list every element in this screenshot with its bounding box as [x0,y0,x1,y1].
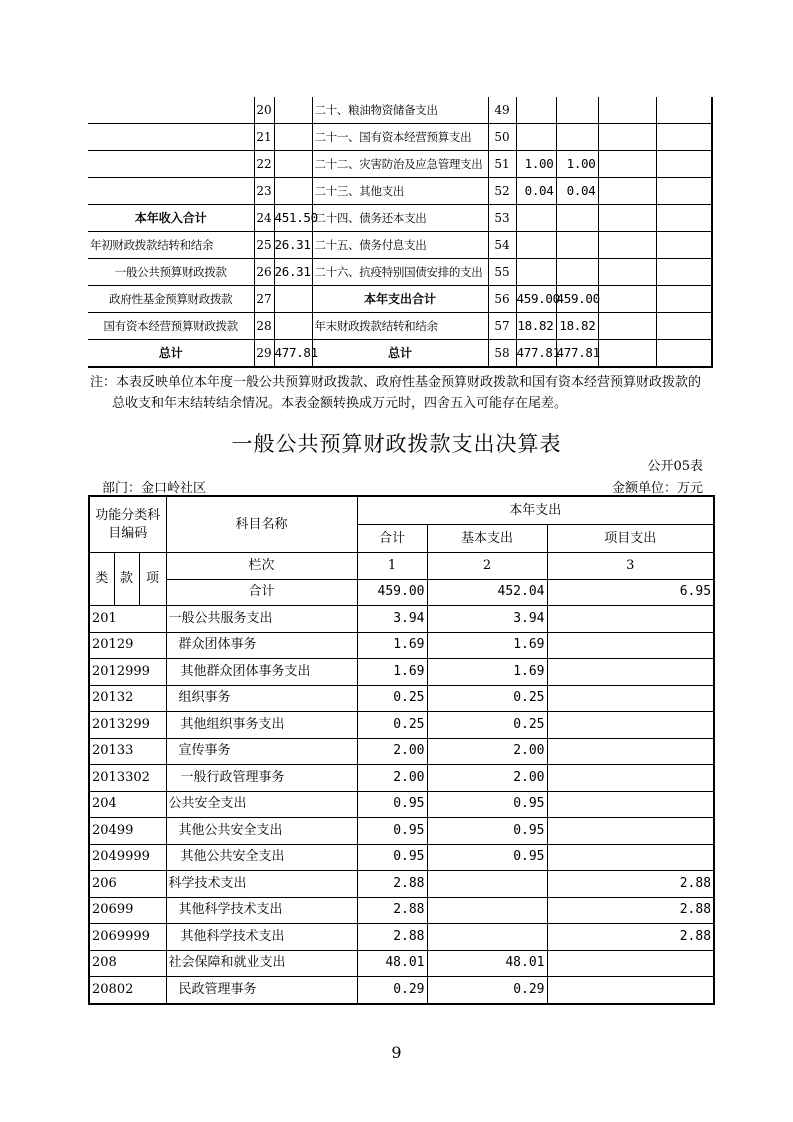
subject-name: 科学技术支出 [166,871,357,898]
basic-amount [427,924,547,951]
table-note: 注：本表反映单位本年度一般公共预算财政拨款、政府性基金预算财政拨款和国有资本经营预算财政拨款的总收支和年末结转结余情况。本表金额转换成万元时，四舍五入可能存在尾差。 [90,375,702,411]
income-amount: 451.50 [274,205,312,232]
expense-capital [656,259,712,286]
total-amount: 2.00 [357,738,427,765]
project-amount [547,977,714,1004]
table-row [89,659,714,686]
total-amount: 2.88 [357,897,427,924]
expense-total: 477.81 [516,340,556,368]
expense-label: 本年支出合计 [312,286,488,313]
table-row [88,232,712,259]
func-code: 20129 [89,632,166,659]
header-total: 合计 [357,525,427,553]
func-code: 2012999 [89,659,166,686]
income-amount [274,178,312,205]
table-row [89,950,714,977]
unit-label: 金额单位：万元 [611,481,703,496]
subject-name: 公共安全支出 [166,791,357,818]
expense-total [516,259,556,286]
expenditure-table [88,495,715,1005]
expense-fund [598,178,656,205]
total-amount: 2.00 [357,765,427,792]
table-row [88,151,712,178]
header-col2: 2 [427,553,547,580]
expense-general [556,232,598,259]
income-label: 总计 [88,340,254,368]
expense-label: 年末财政拨款结转和结余 [312,313,488,340]
expense-total: 0.04 [516,178,556,205]
total-amount: 1.69 [357,659,427,686]
income-label [88,97,254,124]
income-row-no: 28 [254,313,274,340]
expense-row-no: 52 [488,178,516,205]
func-code: 20132 [89,685,166,712]
income-label [88,151,254,178]
subject-name: 一般公共服务支出 [166,606,357,633]
project-amount [547,844,714,871]
income-row-no: 23 [254,178,274,205]
total-amount: 0.95 [357,844,427,871]
expense-general [556,205,598,232]
table-row [89,606,714,633]
subject-name: 其他公共安全支出 [166,818,357,845]
header-xiang: 项 [139,553,166,606]
expense-general [556,124,598,151]
basic-amount: 3.94 [427,606,547,633]
func-code: 2013299 [89,712,166,739]
subject-name: 其他组织事务支出 [166,712,357,739]
header-col1: 1 [357,553,427,580]
expense-total: 459.00 [516,286,556,313]
project-amount [547,632,714,659]
income-label: 本年收入合计 [88,205,254,232]
table-row [88,205,712,232]
project-amount: 2.88 [547,924,714,951]
func-code: 204 [89,791,166,818]
header-lei: 类 [89,553,114,606]
project-amount [547,685,714,712]
table-row [88,97,712,124]
total-amount: 3.94 [357,606,427,633]
income-amount [274,313,312,340]
expense-general [556,259,598,286]
expense-label: 二十二、灾害防治及应急管理支出 [312,151,488,178]
func-code: 201 [89,606,166,633]
subject-name: 其他科学技术支出 [166,897,357,924]
expense-row-no: 57 [488,313,516,340]
func-code: 2049999 [89,844,166,871]
income-row-no: 22 [254,151,274,178]
expense-label: 二十六、抗疫特别国债安排的支出 [312,259,488,286]
total-amount: 48.01 [357,950,427,977]
expense-general: 477.81 [556,340,598,368]
sum-basic: 452.04 [427,579,547,606]
expense-general: 0.04 [556,178,598,205]
expense-row-no: 54 [488,232,516,259]
table-row [89,871,714,898]
income-label: 国有资本经营预算财政拨款 [88,313,254,340]
total-amount: 2.88 [357,924,427,951]
basic-amount: 0.25 [427,712,547,739]
func-code: 2069999 [89,924,166,951]
income-row-no: 20 [254,97,274,124]
basic-amount: 2.00 [427,765,547,792]
income-label: 政府性基金预算财政拨款 [88,286,254,313]
expense-total: 18.82 [516,313,556,340]
basic-amount: 2.00 [427,738,547,765]
expense-fund [598,124,656,151]
department-label: 部门：金口岭社区 [102,481,207,496]
expense-fund [598,286,656,313]
income-amount: 477.81 [274,340,312,368]
income-label: 年初财政拨款结转和结余 [88,232,254,259]
expense-fund [598,259,656,286]
expense-row-no: 58 [488,340,516,368]
income-amount: 26.31 [274,232,312,259]
func-code: 20133 [89,738,166,765]
header-column-no: 栏次 [166,553,357,580]
income-row-no: 21 [254,124,274,151]
project-amount [547,791,714,818]
expense-capital [656,286,712,313]
total-amount: 0.29 [357,977,427,1004]
table-row [88,178,712,205]
expense-label: 二十三、其他支出 [312,178,488,205]
table-row [89,924,714,951]
basic-amount: 1.69 [427,659,547,686]
table-row [88,313,712,340]
basic-amount [427,871,547,898]
basic-amount: 0.95 [427,818,547,845]
header-project: 项目支出 [547,525,714,553]
expense-capital [656,124,712,151]
expense-general [556,97,598,124]
expense-fund [598,313,656,340]
expense-label: 二十四、债务还本支出 [312,205,488,232]
expense-row-no: 50 [488,124,516,151]
expense-capital [656,205,712,232]
expense-total [516,205,556,232]
income-amount [274,286,312,313]
expense-fund [598,151,656,178]
income-amount [274,97,312,124]
expense-fund [598,232,656,259]
expense-general: 18.82 [556,313,598,340]
basic-amount: 48.01 [427,950,547,977]
basic-amount: 0.25 [427,685,547,712]
expense-general: 1.00 [556,151,598,178]
subject-name: 宣传事务 [166,738,357,765]
income-row-no: 29 [254,340,274,368]
table-row [89,977,714,1004]
subject-name: 其他群众团体事务支出 [166,659,357,686]
expense-fund [598,97,656,124]
project-amount: 2.88 [547,897,714,924]
table-row [89,897,714,924]
expense-total: 1.00 [516,151,556,178]
table-row [89,712,714,739]
basic-amount [427,897,547,924]
income-row-no: 24 [254,205,274,232]
table-row [89,765,714,792]
table-row [89,791,714,818]
project-amount [547,818,714,845]
total-amount: 1.69 [357,632,427,659]
expense-capital [656,232,712,259]
header-col3: 3 [547,553,714,580]
sum-project: 6.95 [547,579,714,606]
income-label [88,178,254,205]
expense-capital [656,151,712,178]
page-title: 一般公共预算财政拨款支出决算表 [231,432,562,456]
project-amount [547,606,714,633]
expense-label: 二十五、债务付息支出 [312,232,488,259]
expense-row-no: 56 [488,286,516,313]
page-number: 9 [391,1043,402,1062]
expense-capital [656,340,712,368]
income-label: 一般公共预算财政拨款 [88,259,254,286]
expense-label: 二十、粮油物资储备支出 [312,97,488,124]
form-code: 公开05表 [647,459,703,474]
table-row [89,818,714,845]
header-subject-name: 科目名称 [166,496,357,553]
total-amount: 0.95 [357,818,427,845]
table-row [89,685,714,712]
expense-total [516,124,556,151]
header-current-year: 本年支出 [357,496,714,525]
table-row [88,340,712,368]
expense-row-no: 53 [488,205,516,232]
basic-amount: 0.29 [427,977,547,1004]
expense-capital [656,313,712,340]
expense-row-no: 51 [488,151,516,178]
sum-label: 合计 [166,579,357,606]
income-row-no: 26 [254,259,274,286]
func-code: 20802 [89,977,166,1004]
basic-amount: 1.69 [427,632,547,659]
table-row [89,632,714,659]
income-amount [274,124,312,151]
subject-name: 其他公共安全支出 [166,844,357,871]
expense-label: 二十一、国有资本经营预算支出 [312,124,488,151]
income-row-no: 27 [254,286,274,313]
expense-label: 总计 [312,340,488,368]
basic-amount: 0.95 [427,844,547,871]
subject-name: 其他科学技术支出 [166,924,357,951]
table-row [88,259,712,286]
func-code: 20699 [89,897,166,924]
total-amount: 0.25 [357,712,427,739]
table-row [88,124,712,151]
subject-name: 一般行政管理事务 [166,765,357,792]
income-label [88,124,254,151]
table-row [88,286,712,313]
expense-row-no: 49 [488,97,516,124]
total-amount: 2.88 [357,871,427,898]
project-amount [547,659,714,686]
project-amount: 2.88 [547,871,714,898]
project-amount [547,712,714,739]
func-code: 20499 [89,818,166,845]
total-amount: 0.25 [357,685,427,712]
total-amount: 0.95 [357,791,427,818]
expense-total [516,232,556,259]
expense-fund [598,205,656,232]
project-amount [547,738,714,765]
subject-name: 群众团体事务 [166,632,357,659]
basic-amount: 0.95 [427,791,547,818]
table-row [89,738,714,765]
table-row [89,844,714,871]
sum-total: 459.00 [357,579,427,606]
subject-name: 社会保障和就业支出 [166,950,357,977]
header-basic: 基本支出 [427,525,547,553]
subject-name: 组织事务 [166,685,357,712]
func-code: 2013302 [89,765,166,792]
expense-capital [656,97,712,124]
project-amount [547,765,714,792]
expense-capital [656,178,712,205]
expense-fund [598,340,656,368]
income-expense-table [88,97,713,368]
expense-total [516,97,556,124]
func-code: 208 [89,950,166,977]
expense-row-no: 55 [488,259,516,286]
subject-name: 民政管理事务 [166,977,357,1004]
income-amount [274,151,312,178]
header-func-code: 功能分类科目编码 [89,496,166,553]
income-row-no: 25 [254,232,274,259]
expense-general: 459.00 [556,286,598,313]
project-amount [547,950,714,977]
income-amount: 26.31 [274,259,312,286]
header-kuan: 款 [114,553,139,606]
func-code: 206 [89,871,166,898]
